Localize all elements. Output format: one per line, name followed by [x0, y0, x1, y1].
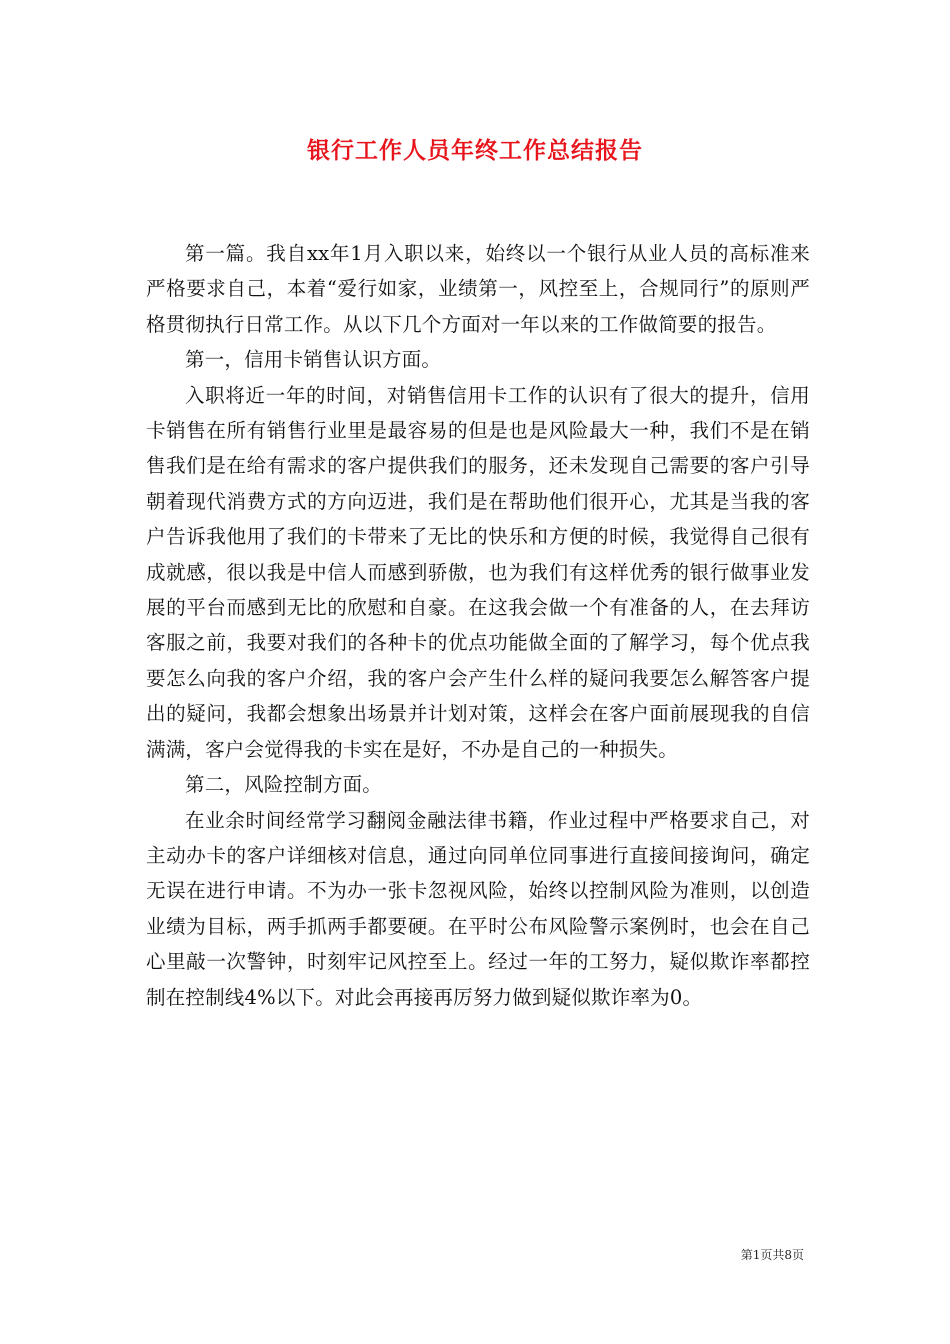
- paragraph-risk: 在业余时间经常学习翻阅金融法律书籍，作业过程中严格要求自己，对主动办卡的客户详细核对信息，通过向同单位同事进行直接间接询问，确定无误在进行申请。不为办一张卡忽视风险，始终以控制风险为准则，以创造业绩为目标，两手抓两手都要硬。在平时公布风险警示案例时，也会在自己心里敲一次警钟，时刻牢记风控至上。经过一年的工努力，疑似欺诈率都控制在控制线4%以下。对此会再接再厉努力做到疑似欺诈率为0。: [146, 808, 810, 1009]
- paragraph-credit-card: 入职将近一年的时间，对销售信用卡工作的认识有了很大的提升，信用卡销售在所有销售行业里是最容易的但是也是风险最大一种，我们不是在销售我们是在给有需求的客户提供我们的服务，还未发现自己需要的客户引导朝着现代消费方式的方向迈进，我们是在帮助他们很开心，尤其是当我的客户告诉我他用了我们的卡带来了无比的快乐和方便的时候，我觉得自己很有成就感，很以我是中信人而感到骄傲，也为我们有这样优秀的银行做事业发展的平台而感到无比的欣慰和自豪。在这我会做一个有准备的人，在去拜访客服之前，我要对我们的各种卡的优点功能做全面的了解学习，每个优点我要怎么向我的客户介绍，我的客户会产生什么样的疑问我要怎么解答客户提出的疑问，我都会想象出场景并计划对策，这样会在客户面前展现我的自信满满，客户会觉得我的卡实在是好，不办是自己的一种损失。: [146, 383, 810, 761]
- paragraph-heading-risk: 第二，风险控制方面。: [185, 773, 383, 797]
- paragraph-heading-credit-card: 第一，信用卡销售认识方面。: [185, 348, 442, 372]
- page-number: 第1页共8页: [740, 1248, 804, 1262]
- document-body: [146, 236, 810, 1015]
- page-title: 银行工作人员年终工作总结报告: [307, 137, 643, 164]
- paragraph-intro: 第一篇。我自xx年1月入职以来，始终以一个银行从业人员的高标准来严格要求自己，本着“爱行如家，业绩第一，风控至上，合规同行”的原则严格贯彻执行日常工作。从以下几个方面对一年以来的工作做简要的报告。: [146, 242, 810, 336]
